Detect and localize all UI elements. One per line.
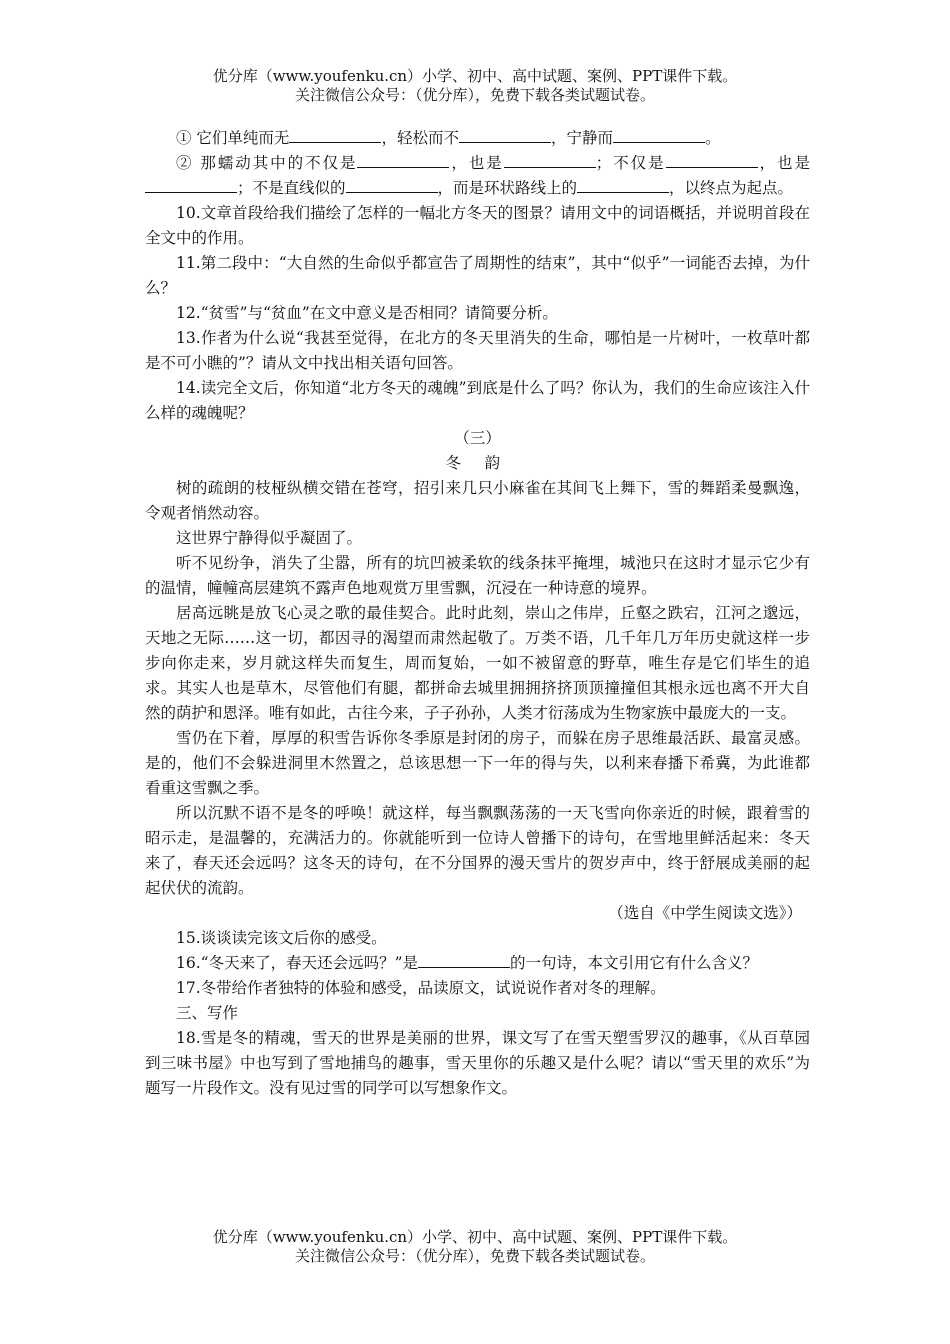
question-16 [145, 951, 810, 976]
answer-blank[interactable] [613, 126, 705, 143]
page-header [0, 67, 950, 105]
passage-source: （选自《中学生阅读文选》） [608, 904, 802, 922]
passage-paragraph-5: 雪仍在下着，厚厚的积雪告诉你冬季原是封闭的房子，而躲在房子思维最活跃、最富灵感。是的，他们不会躲进洞里木然置之，总该思想一下一年的得与失，以利来春播下希冀，为此谁都看重这雪飘之季。 [145, 729, 810, 797]
header-line-2: 关注微信公众号：（优分库），免费下载各类试题试卷。 [294, 86, 655, 104]
footer-line-2: 关注微信公众号：（优分库），免费下载各类试题试卷。 [294, 1247, 655, 1265]
answer-blank[interactable] [459, 126, 551, 143]
answer-blank[interactable] [504, 151, 596, 168]
passage-paragraph-6: 所以沉默不语不是冬的呼唤！就这样，每当飘飘荡荡的一天飞雪向你亲近的时候，跟着雪的昭示走，是温馨的，充满活力的。你就能听到一位诗人曾播下的诗句，在雪地里鲜活起来：冬天来了，春天还会远吗？这冬天的诗句，在不分国界的漫天雪片的贺岁声中，终于舒展成美丽的起起伏伏的流韵。 [145, 804, 810, 897]
page-footer [0, 1228, 950, 1266]
document-body [145, 126, 810, 1101]
q9-text: ，而是环状路线上的 [437, 179, 578, 197]
answer-blank[interactable] [289, 126, 381, 143]
q9-text: ，也是 [449, 154, 504, 172]
passage-paragraph-1: 树的疏朗的枝桠纵横交错在苍穹，招引来几只小麻雀在其间飞上舞下，雪的舞蹈柔曼飘逸，令观者悄然动容。 [145, 479, 810, 522]
question-17: 17.冬带给作者独特的体验和感受，品读原文，试说说作者对冬的理解。 [176, 979, 666, 997]
answer-blank[interactable] [357, 151, 449, 168]
q9-text: ；不仅是 [595, 154, 666, 172]
question-11: 11.第二段中：“大自然的生命似乎都宣告了周期性的结束”，其中“似乎”一词能否去掉，为什么？ [145, 254, 810, 297]
question-18: 18.雪是冬的精魂，雪天的世界是美丽的世界，课文写了在雪天塑雪罗汉的趣事，《从百草园到三味书屋》中也写到了雪地捕鸟的趣事，雪天里你的乐趣又是什么呢？请以“雪天里的欢乐”为题写一片段作文。没有见过雪的同学可以写想象作文。 [145, 1029, 810, 1097]
question-12: 12.“贫雪”与“贫血”在文中意义是否相同？请简要分析。 [176, 304, 558, 322]
footer-line-1: 优分库（www.youfenku.cn）小学、初中、高中试题、案例、PPT课件下载。 [212, 1228, 738, 1246]
q9-text: ② 那蠕动其中的不仅是 [176, 154, 358, 172]
section-writing-heading: 三、写作 [176, 1004, 239, 1022]
header-line-1: 优分库（www.youfenku.cn）小学、初中、高中试题、案例、PPT课件下载。 [212, 67, 738, 85]
q16-text: 的一句诗，本文引用它有什么含义？ [510, 954, 759, 972]
q9-text: ① 它们单纯而无 [176, 129, 290, 147]
answer-blank[interactable] [418, 951, 510, 968]
q9-text: ，轻松而不 [381, 129, 459, 147]
q9-text: 。 [704, 129, 721, 147]
passage-paragraph-3: 听不见纷争，消失了尘嚣，所有的坑凹被柔软的线条抹平掩埋，城池只在这时才显示它少有的温情，幢幢高层建筑不露声色地观赏万里雪飘，沉浸在一种诗意的境界。 [145, 554, 810, 597]
question-15: 15.谈谈读完该文后你的感受。 [176, 929, 387, 947]
q16-text: 16.“冬天来了，春天还会远吗？”是 [176, 954, 418, 972]
question-9-line-1 [145, 126, 810, 151]
answer-blank[interactable] [145, 176, 237, 193]
answer-blank[interactable] [666, 151, 758, 168]
question-10: 10.文章首段给我们描绘了怎样的一幅北方冬天的图景？请用文中的词语概括，并说明首段在全文中的作用。 [145, 204, 810, 247]
q9-text: ；不是直线似的 [237, 179, 346, 197]
question-9-line-2 [145, 151, 810, 201]
answer-blank[interactable] [346, 176, 438, 193]
q9-text: ，以终点为起点。 [669, 179, 794, 197]
passage-paragraph-2: 这世界宁静得似乎凝固了。 [176, 529, 363, 547]
q9-text: ，宁静而 [550, 129, 613, 147]
passage-title: 冬 韵 [445, 454, 510, 472]
question-14: 14.读完全文后，你知道“北方冬天的魂魄”到底是什么了吗？你认为，我们的生命应该注入什么样的魂魄呢？ [145, 379, 810, 422]
passage-paragraph-4: 居高远眺是放飞心灵之歌的最佳契合。此时此刻，崇山之伟岸，丘壑之跌宕，江河之邈远，天地之无际……这一切，都因寻的渴望而肃然起敬了。万类不语，几千年几万年历史就这样一步步向你走来，岁月就这样失而复生，周而复始，一如不被留意的野草，唯生存是它们毕生的追求。其实人也是草木，尽管他们有腿，都拼命去城里拥拥挤挤顶顶撞撞但其根永远也离不开大自然的荫护和恩泽。唯有如此，古往今来，子子孙孙，人类才衍荡成为生物家族中最庞大的一支。 [145, 604, 810, 722]
question-13: 13.作者为什么说“我甚至觉得，在北方的冬天里消失的生命，哪怕是一片树叶，一枚草叶都是不可小瞧的”？请从文中找出相关语句回答。 [145, 329, 810, 372]
answer-blank[interactable] [577, 176, 669, 193]
section-3-label: （三） [454, 429, 501, 447]
q9-text: ，也是 [757, 154, 810, 172]
